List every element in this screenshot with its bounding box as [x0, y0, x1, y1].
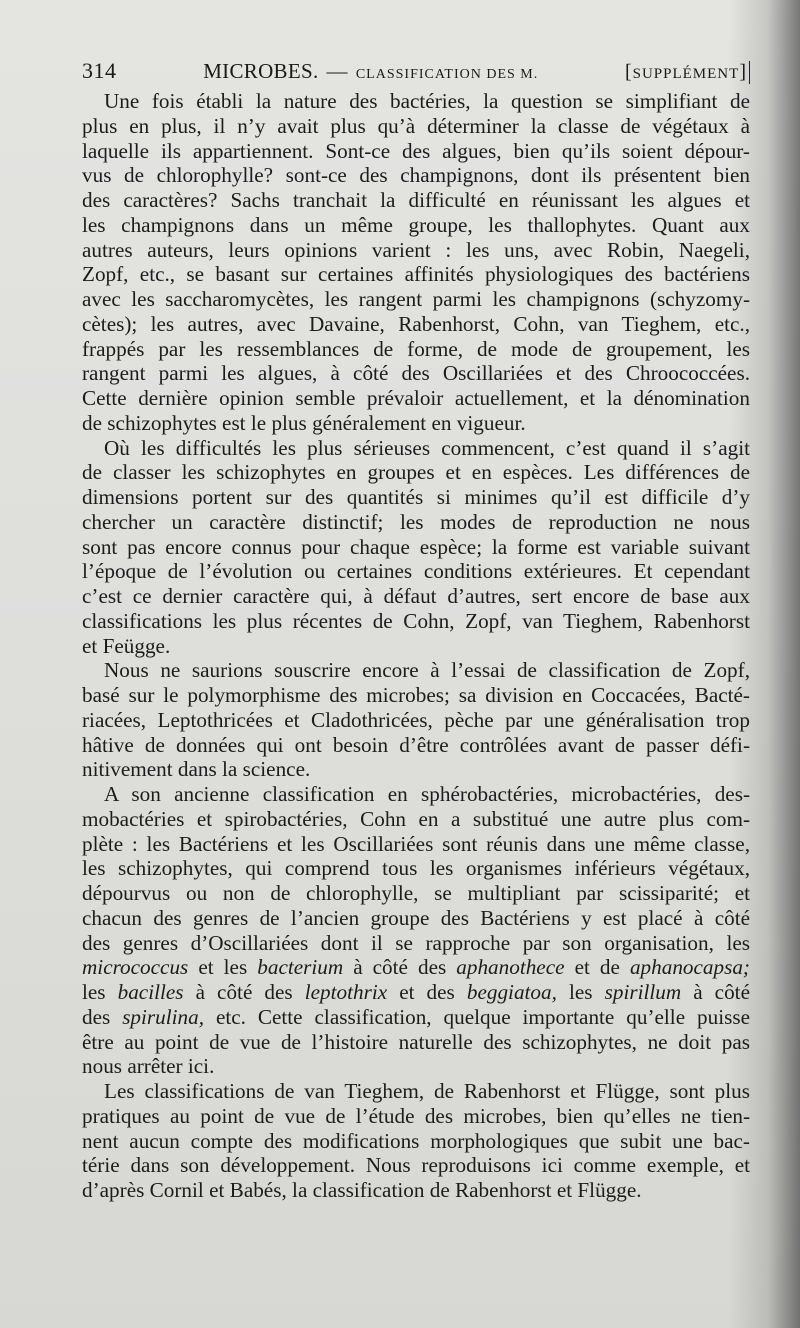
text-line: être au point de vue de l’histoire naturelle des schizophytes, ne doit pas	[82, 1029, 750, 1054]
text-line: pratiques au point de vue de l’étude des microbes, bien qu’elles ne tien-	[82, 1103, 750, 1128]
text-line: cètes); les autres, avec Davaine, Rabenhorst, Cohn, van Tieghem, etc.,	[82, 311, 750, 336]
text-line: de classer les schizophytes en groupes et en espèces. Les différences de	[82, 460, 750, 485]
text-line: Nous ne saurions souscrire encore à l’essai de classification de Zopf,	[104, 658, 750, 683]
paragraph-3	[82, 658, 750, 782]
text-line: classifications les plus récentes de Cohn, Zopf, van Tieghem, Rabenhorst	[82, 608, 750, 633]
text-line: nitivement dans la science.	[82, 757, 311, 782]
text-line: Zopf, etc., se basant sur certaines affinités physiologiques des bactériens	[82, 262, 750, 287]
italic-term: leptothrix	[304, 980, 388, 1004]
text-line: Une fois établi la nature des bactéries, la question se simplifiant de	[104, 89, 750, 113]
text-line: A son ancienne classification en sphérobactéries, microbactéries, des-	[104, 782, 750, 806]
text-line: plus en plus, il n’y avait plus qu’à déterminer la classe de végétaux à	[82, 113, 750, 138]
text-line: Cette dernière opinion semble prévaloir actuellement, et la dénomination	[82, 386, 750, 410]
running-title	[203, 59, 538, 84]
paragraph-2	[82, 436, 750, 659]
text-line: vus de chlorophylle? sont-ce des champignons, dont ils présentent bien	[82, 163, 750, 188]
text-line: des genres d’Oscillariées dont il se rapproche par son organisation, les	[82, 930, 750, 955]
text-line: d’après Cornil et Babés, la classification de Rabenhorst et Flügge.	[82, 1178, 642, 1202]
text-segment: et de	[564, 955, 630, 980]
text-segment: et les	[188, 955, 258, 980]
text-line: de schizophytes est le plus généralement en vigueur.	[82, 410, 526, 435]
section-tag: [SUPPLÉMENT]	[625, 61, 750, 84]
text-line: Où les difficultés les plus sérieuses commencent, c’est quand il s’agit	[104, 435, 750, 460]
text-segment: à côté des	[343, 955, 457, 980]
italic-term: spirulina,	[122, 1004, 205, 1029]
italic-term: aphanothece	[456, 955, 565, 980]
text-segment: les	[82, 980, 118, 1004]
text-line: Les classifications de van Tieghem, de Rabenhorst et Flügge, sont plus	[104, 1079, 750, 1103]
running-header	[82, 58, 750, 86]
italic-term: micrococcus	[82, 955, 189, 980]
page-number: 314	[82, 58, 117, 83]
italic-term: bacilles	[117, 980, 184, 1004]
text-segment: des	[82, 1004, 123, 1029]
text-line: avec les saccharomycètes, les rangent parmi les champignons (schyzomy-	[82, 287, 750, 311]
title-main: MICROBES.	[203, 59, 319, 83]
paragraph-1	[82, 89, 750, 436]
text-segment: les	[556, 980, 605, 1004]
italic-term: aphanocapsa;	[629, 955, 750, 980]
text-line: nent aucun compte des modifications morphologiques que subit une bac-	[82, 1128, 750, 1153]
text-line: laquelle ils appartiennent. Sont-ce des algues, bien qu’ils soient dépour-	[82, 138, 750, 163]
text-line: nous arrêter ici.	[82, 1054, 215, 1079]
paragraph-5	[82, 1079, 750, 1203]
italic-term: bacterium	[257, 955, 344, 980]
text-line: l’époque de l’évolution ou certaines conditions extérieures. Et cependant	[82, 559, 750, 584]
text-line: mobactéries et spirobactéries, Cohn en a substitué une autre plus com-	[82, 806, 750, 831]
text-line: et Feügge.	[82, 633, 171, 658]
text-line: chacun des genres de l’ancien groupe des Bactériens y est placé à côté	[82, 905, 750, 930]
text-line: dimensions portent sur des quantités si minimes qu’il est difficile d’y	[82, 485, 750, 509]
text-line: frappés par les ressemblances de forme, de mode de groupement, les	[82, 336, 750, 361]
text-line: les schizophytes, qui comprend tous les organismes inférieurs végétaux,	[82, 856, 750, 881]
text-segment: à côté des	[183, 980, 305, 1004]
text-line: les champignons dans un même groupe, les thallophytes. Quant aux	[82, 212, 750, 237]
text-line: chercher un caractère distinctif; les modes de reproduction ne nous	[82, 509, 750, 534]
text-line: c’est ce dernier caractère qui, à défaut d’autres, sert encore de base aux	[82, 584, 750, 608]
italic-term: beggiatoa,	[466, 980, 557, 1004]
text-line: hâtive de données qui ont besoin d’être contrôlées avant de passer défi-	[82, 732, 750, 757]
title-sub: CLASSIFICATION DES M.	[355, 67, 539, 82]
text-segment: à côté	[681, 980, 750, 1004]
text-line-italic	[82, 980, 750, 1005]
text-segment: et des	[387, 980, 467, 1004]
text-line: riacées, Leptothricées et Cladothricées, pèche par une généralisation trop	[82, 707, 750, 732]
paragraph-4	[82, 782, 750, 1079]
text-line: dépourvus ou non de chlorophylle, se multipliant par scissiparité; et	[82, 881, 750, 905]
text-line: plète : les Bactériens et les Oscillariées sont réunis dans une même classe,	[82, 831, 750, 856]
text-segment: etc. Cette classification, quelque importante qu’elle puisse	[204, 1004, 750, 1029]
text-line-italic	[82, 955, 750, 980]
text-line: térie dans son développement. Nous reproduisons ici comme exemple, et	[82, 1153, 750, 1178]
title-separator: —	[326, 59, 348, 83]
section-label: SUPPLÉMENT	[632, 66, 740, 82]
body-text	[82, 89, 750, 1203]
text-line: autres auteurs, leurs opinions varient : les uns, avec Robin, Naegeli,	[82, 237, 750, 262]
text-line: basé sur le polymorphisme des microbes; sa division en Coccacées, Bacté-	[82, 683, 750, 707]
text-line-italic	[82, 1005, 750, 1030]
italic-term: spirillum	[604, 980, 682, 1004]
text-line: des caractères? Sachs tranchait la difficulté en réunissant les algues et	[82, 188, 750, 212]
text-line: sont pas encore connus pour chaque espèce; la forme est variable suivant	[82, 534, 750, 559]
text-line: rangent parmi les algues, à côté des Oscillariées et des Chroococcées.	[82, 361, 750, 386]
